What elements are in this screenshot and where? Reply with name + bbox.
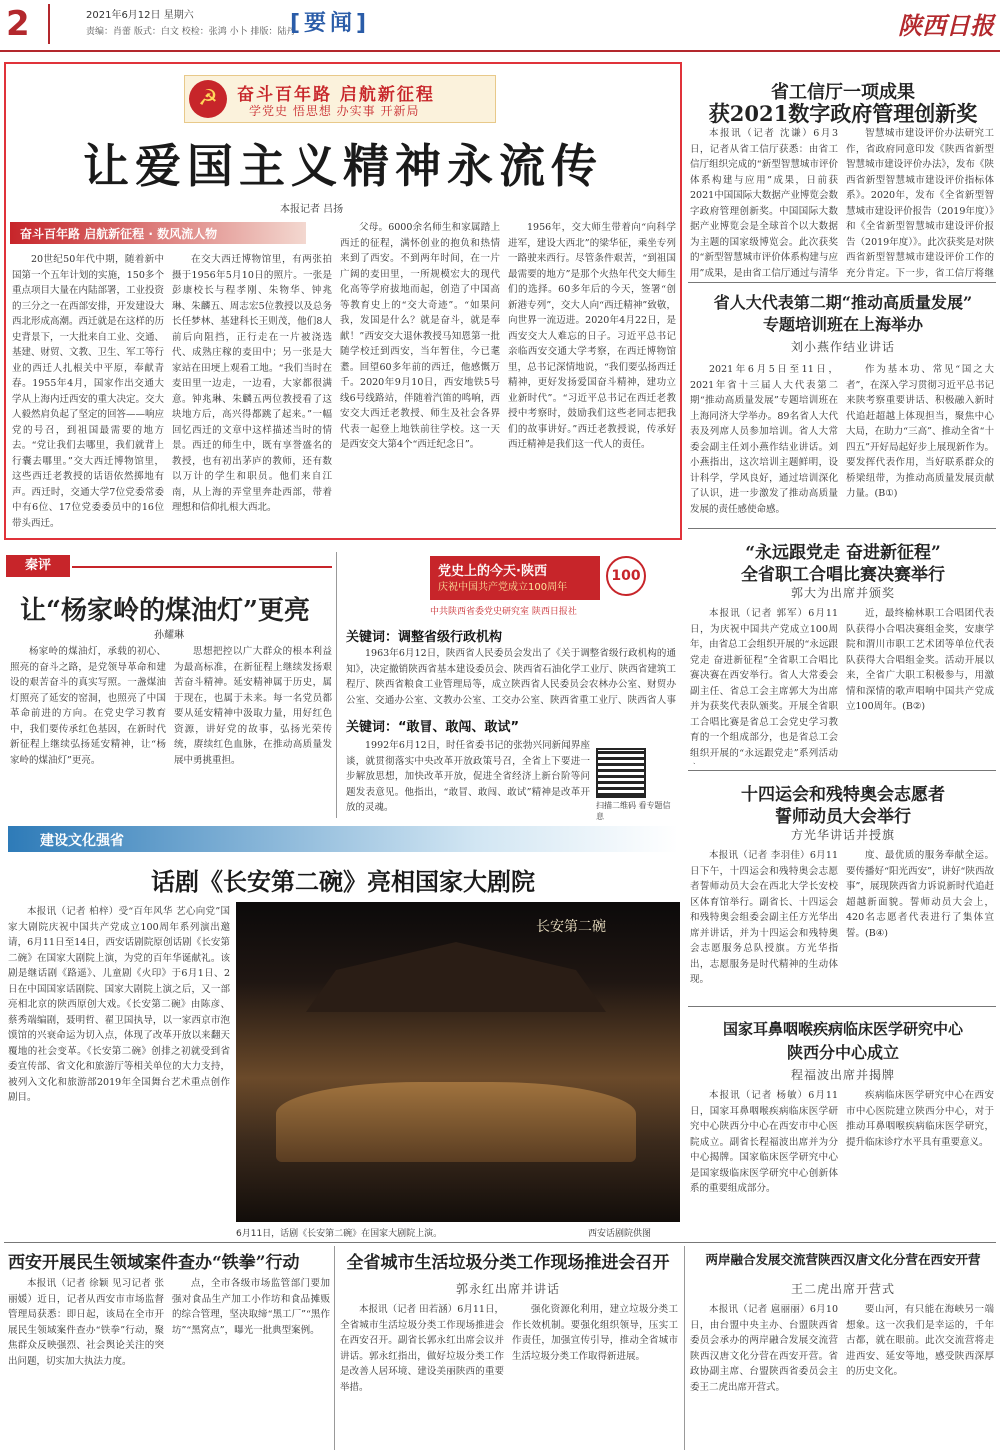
history-sponsor: 中共陕西省委党史研究室 陕西日报社 [430,607,577,617]
article-title[interactable]: 两岸融合发展交流营陕西汉唐文化分营在西安开营 [705,1252,981,1267]
article-column: 度、最优质的服务奉献全运。要传播好“阳光西安”，讲好“陕西故事”，展现陕西省力诉说新时代追赶超越新面貌。誓师动员大会上，420名志愿者代表进行了集体宣誓。(B④) [846,850,994,939]
feature-title[interactable]: 让爱国主义精神永流传 [83,139,603,193]
section-name: [要闻] [290,11,371,36]
article-column: 本报讯（记者 郭军）6月11日，为庆祝中国共产党成立100周年，由省总工会组织开展的“永远跟党走 奋进新征程”全省职工合唱比赛决赛在西安举行。省人大常委会副主任、省总工会主席郭大为出席并为获奖代表队颁奖。开展全省职工合唱比赛是省总工会党史学习教育的一个组成部分，也是省总工会组织开展的“永远跟党走”系列活动 [690,608,838,759]
article-subtitle: 刘小燕作结业讲话 [790,340,895,354]
editors-line: 责编：肖蕾 版式：白文 校检：张鸿 小卜 排版：陆丹 [86,27,296,37]
column-rule [336,552,337,818]
article-subtitle: 方光华讲话并授旗 [790,828,895,842]
centenary-badge: 100 [606,556,646,596]
article-column: 2021年6月5日至11日，2021年省十三届人大代表第二期“推动高质量发展”专题培训班在上海同济大学举办。89名省人大代表及列席人员参加培训。省人大常委会副主任刘小燕作结业讲话。刘小燕指出，这次培训主题鲜明，设计科学，学风良好，通过培训深化了认识，进一步激发了推动高质量发展的责任感使命感。 [690,364,838,515]
article-title[interactable]: 全省城市生活垃圾分类工作现场推进会召开 [346,1253,670,1273]
column-rule [684,1246,685,1450]
article-column: 疾病临床医学研究中心在西安市中心医院建立陕西分中心，对于推动耳鼻咽喉疾病临床医学研究，提升临床诊疗水平具有重要意义。 [846,1090,994,1148]
photo-stage-shape [276,1082,636,1162]
article-subtitle: 郭大为出席并颁奖 [790,586,895,600]
article-column: 要山河，有只能在海峡另一端想象。这一次我们是幸运的，千年古都，就在眼前。此次交流营将走进西安、延安等地，感受陕西深厚的历史文化。 [846,1304,994,1377]
masthead [0,0,1000,52]
column-rule [334,1246,335,1450]
article-title[interactable]: 誓师动员大会举行 [775,807,911,827]
banner-slogan: 学党史 悟思想 办实事 开新局 [249,104,420,118]
paper-logo: 陕西日报 [898,11,994,40]
article-column: 智慧城市建设评价办法研究工作，省政府同意印发《陕西省新型智慧城市建设评价办法》，发布《陕西省新型智慧城市建设评价指标体系》。2020年，发布《全省新型智慧城市建设评价报告（2019年度）》和《全省新型智慧城市建设评价报告（2019年度）》。此次获奖是对陕西省新型智慧城市建设评价工作的充分肯定。下一步，省工信厅将继 [846,128,994,278]
photo-sign-text: 长安第二碗 [536,919,606,935]
photo-credit: 西安话剧院供图 [588,1229,652,1239]
history-header [430,556,600,600]
comment-title[interactable]: 让“杨家岭的煤油灯”更亮 [20,596,310,626]
article-subtitle: 程福波出席并揭牌 [790,1068,895,1082]
qr-caption: 扫描二维码 看专题信息 [596,801,671,821]
article-title[interactable]: 全省职工合唱比赛决赛举行 [741,565,945,585]
comment-tag: 秦评 [6,555,70,577]
culture-title[interactable]: 话剧《长安第二碗》亮相国家大剧院 [151,867,535,896]
feature-byline: 本报记者 吕扬 [280,204,344,215]
feature-column-2: 在交大西迁博物馆里，有两张拍摄于1956年5月10日的照片。一张是彭康校长与程孝刚、朱物华、钟兆琳、朱麟五、周志宏5位教授以及总务长任梦林、基建科长王则茂，他们8人前后向阻挡，正行走在一片被浇选代、成熟庄稼的麦田中；另一张是大家站在田埂上观看工地。“我们当时在麦田里一边走，一边看，大家都很满意。钟兆琳、朱麟五两位教授看了这块地方后，高兴得都跳了起来。”一幅回忆西迁的文章中这样描述当时的情景。西迁的师生中，既有享誉盛名的教授，也有初出茅庐的教师，还有数以万计的学生和职员。他们来自江南，从上海的弄堂里奔赴西部，带着理想和信仰扎根大西北。 [172,254,332,513]
article-title[interactable]: 国家耳鼻咽喉疾病临床医学研究中心 [722,1020,963,1038]
article-title[interactable]: “永远跟党走 奋进新征程” [745,543,941,563]
party-emblem-icon: ☭ [189,80,227,118]
comment-author: 孙耀琳 [154,630,184,641]
article-title[interactable]: 获2021数字政府管理创新奖 [708,101,978,126]
article-subtitle: 郭永红出席并讲话 [455,1282,560,1296]
photo-roof-shape [306,942,606,1012]
article-column: 作为基本功、常见“国之大者”，在深入学习贯彻习近平总书记来陕考察重要讲话、积极融入新时代追赶超越上体现担当，聚焦中心大局，在助力“三高”、推动全省“十四五”开好局起好步上展现新作为。要发挥代表作用，当好联系群众的桥梁纽带，为推动高质量发展贡献力量。(B①) [846,364,994,499]
qr-code[interactable] [596,748,646,798]
feature-column-1: 20世纪50年代中期，随着新中国第一个五年计划的实施，150多个重点项目大量在内陆部署，工业投资的三分之一在西部安排，开发建设大西北形成高潮。西迁就是在这样的历史背景下，一大批来自工业、交通、基建、财贸、文教、卫生、军工等行业的西迁人扎根关中平原，奉献青春。1955年4月，国家作出交通大学从上海内迁西安的重大决定。交大人毅然肩负起了坚定的回答——响应党的号召，到祖国最需要的地方去。“党让我们去哪里，我们就背上行囊去哪里。”交大西迁博物馆里，这些西迁老教授的话语依然掷地有声。西迁时，交通大学7位党委常委中有6位、17位党委委员中的16位带头西迁。 [12,254,164,529]
feature-column-4: 1956年，交大师生带着向“向科学进军，建设大西北”的梁华征，乘坐专列一路驶来西行。尽管条件艰苦，“到祖国最需要的地方”是那个火热年代交大师生们的选择。60多年后的今天，签署“创新港专列”，交大人向“西迁精神”致敬，向世界一流迈进。2020年4月22日，是西安交大人难忘的日子。习近平总书记亲临西安交通大学考察，在西迁博物馆里，总书记深情地说，“我们要弘扬西迁精神，更好发扬爱国奋斗精神，建功立业新时代”。“习近平总书记在西迁老教授中考察时，鼓励我们这些老同志把我们的故事讲好。”西迁老教授说，传承好西迁精神是我们这一代人的责任。 [508,222,676,450]
article-column: 本报讯（记者 杨敏）6月11日，国家耳鼻咽喉疾病临床医学研究中心陕西分中心在西安市中心医院成立。副省长程福波出席并为分中心揭牌。国家临床医学研究中心是国家级临床医学研究中心创新体系的重要组成部分。 [690,1090,838,1194]
history-text: 1963年6月12日，陕西省人民委员会发出了《关于调整省级行政机构的通知》，决定撤销陕西省基本建设委员会、陕西省石油化学工业厅、陕西省建筑工程厅、陕西省粮食工业管理局等，成立陕西省人民委员会农林办公室、财贸办公室、交通办公室、文教办公室、工交办公室、陕西省重工业厅、陕西省人事 [346,648,676,706]
article-column: 本报讯（记者 田若涵）6月11日，全省城市生活垃圾分类工作现场推进会在西安召开。副省长郭永红出席会议并讲话。郭永红指出，做好垃圾分类工作是改善人居环境、建设美丽陕西的重要举措。 [340,1304,504,1393]
article-title[interactable]: 专题培训班在上海举办 [762,315,923,334]
article-title[interactable]: 十四运会和残特奥会志愿者 [741,785,945,805]
divider [72,566,332,568]
article-subtitle: 王二虎出席开营式 [790,1282,895,1296]
section-bar-label: 建设文化强省 [40,833,124,849]
keyword-heading: 关键词：调整省级行政机构 [346,630,503,645]
divider [688,528,996,529]
article-column: 近，最终榆林职工合唱团代表队获得小合唱决赛组金奖，安康学院和渭川市职工艺术团等单位代表队获得大合唱组金奖。活动开展以来，全省广大职工积极参与，用激情和深情的歌声唱响中国共产党成立100周年。(B②) [846,608,994,712]
stage-photo[interactable] [236,902,680,1222]
column-label: 奋斗百年路 启航新征程 · 数风流人物 [20,227,218,241]
feature-banner [184,75,496,123]
article-column: 本报讯（记者 李羽佳）6月11日下午，十四运会和残特奥会志愿者誓师动员大会在西北大学长安校区体育馆举行。副省长、十四运会和残特奥会组委会副主任方光华出席并讲话，并为十四运会和残特奥会志愿服务总队授旗。方光华指出，志愿服务是时代精神的生动体现。 [690,850,838,985]
banner-headline: 奋斗百年路 启航新征程 [237,85,435,105]
divider [688,770,996,771]
keyword-heading: 关键词：“敢冒、敢闯、敢试” [346,720,520,735]
article-title[interactable]: 西安开展民生领域案件查办“铁拳”行动 [8,1253,300,1273]
culture-column: 本报讯（记者 柏梓）受“百年风华 艺心向党”国家大剧院庆祝中国共产党成立100周年系列演出邀请，6月11日至14日，西安话剧院原创话剧《长安第二碗》在国家大剧院上演，为党的百年华诞献礼。该剧是继话剧《路遥》、儿童剧《火印》于6月1日、2日在中国国家话剧院、国家大剧院上演之后，又一部亮相北京的陕西原创大戏。《长安第二碗》由陈彦、蔡秀端编剧，聂明哲、翟卫国执导，以一家西京市泡馍馆的兴衰命运为切入点，体现了改革开放以来翻天覆地的社会变革。《长安第二碗》创排之初就受到省委宣传部、省文化和旅游厅等相关单位的大力支持，被列入文化和旅游部2019年全国舞台艺术重点创作剧目。 [8,906,230,1103]
article-column: 点，全市各级市场监管部门要加强对食品生产加工小作坊和食品摊贩的综合管理，坚决取缔“黑工厂”“黑作坊”“黑窝点”，曝光一批典型案例。 [172,1278,330,1336]
divider [688,1006,996,1007]
history-header-title: 党史上的今天·陕西 [438,564,547,579]
comment-column-1: 杨家岭的煤油灯，承载的初心、照亮的奋斗之路，是党领导革命和建设的艰苦奋斗的真实写照。一盏煤油灯照亮了延安的窑洞，也照亮了中国革命前进的方向。在党史学习教育中，我们要传承红色基因，在新时代新征程上继续弘扬延安精神，让“杨家岭的煤油灯”更亮。 [10,646,166,766]
article-title[interactable]: 陕西分中心成立 [786,1043,899,1062]
history-text: 1992年6月12日，时任省委书记的张勃兴同新闻界座谈，就贯彻落实中央改革开放政策号召，全省上下要进一步解放思想，加快改革开放，促进全省经济上新台阶等问题发表意见。他指出，“敢冒、敢闯、敢试”精神是改革开放的灵魂。 [346,740,590,813]
divider [4,1242,996,1243]
date-line: 2021年6月12日 星期六 [86,10,194,21]
page-number: 2 [6,4,50,44]
article-column: 强化资源化利用，建立垃圾分类工作长效机制。要强化组织领导，压实工作责任，加强宣传引导，推动全省城市生活垃圾分类工作取得新进展。 [512,1304,678,1362]
comment-column-2: 思想把控以广大群众的根本利益为最高标准，在新征程上继续发扬艰苦奋斗精神。延安精神属于历史，属于现在，也属于未来。每一名党员都要从延安精神中汲取力量，用好红色资源，讲好党的故事，弘扬光荣传统，赓续红色血脉，在推动高质量发展中勇挑重担。 [174,646,332,766]
divider [688,282,996,283]
article-title[interactable]: 省工信厅一项成果 [771,82,915,103]
article-column: 本报讯（记者 扈丽丽）6月10日，由台盟中央主办、台盟陕西省委员会承办的两岸融合发展交流营陕西汉唐文化分营在西安开营。省政协副主席、台盟陕西省委员会主委王二虎出席开营式。 [690,1304,838,1393]
history-header-subtitle: 庆祝中国共产党成立100周年 [438,582,568,593]
photo-caption: 6月11日，话剧《长安第二碗》在国家大剧院上演。 [236,1229,443,1239]
article-column: 本报讯（记者 徐颖 见习记者 张丽媛）近日，记者从西安市市场监督管理局获悉：即日起，该局在全市开展民生领域案件查办“铁拳”行动，聚焦群众反映强烈、社会舆论关注的突出问题，切实加大执法力度。 [8,1278,164,1367]
article-title[interactable]: 省人大代表第二期“推动高质量发展” [713,293,973,312]
feature-column-3: 父母。6000余名师生和家属踏上西迁的征程，满怀创业的抱负和热情来到了西安。不到两年时间，在一片广阔的麦田里，一所规模宏大的现代化高等学府拔地而起，创造了中国高等教育史上的“交大奇迹”。“如果问我，发国是什么？就是奋斗，就是奉献！”西安交大退休教授马知恩第一批随学校迁到西安，当年暂住，今已耄耋。回望60多年前的西迁，他感慨万千。2020年9月10日，西安地铁5号线6号线路站，伴随着汽笛的鸣响，西安交大西迁老教授、师生及社会各界代表一起登上地铁前往学校。这一天是西安交大第4个“西迁纪念日”。 [340,222,500,450]
article-column: 本报讯（记者 沈谦）6月3日，记者从省工信厅获悉：由省工信厅组织完成的“新型智慧城市评价体系构建与应用”成果，日前获2021中国国际大数据产业博览会数字政府管理创新奖。中国国际大数据产业博览会是全球首个以大数据为主题的国家级博览会。此次获奖的“新型智慧城市评价体系构建与应用”成果，是由省工信厅通过与清华 [690,128,838,278]
